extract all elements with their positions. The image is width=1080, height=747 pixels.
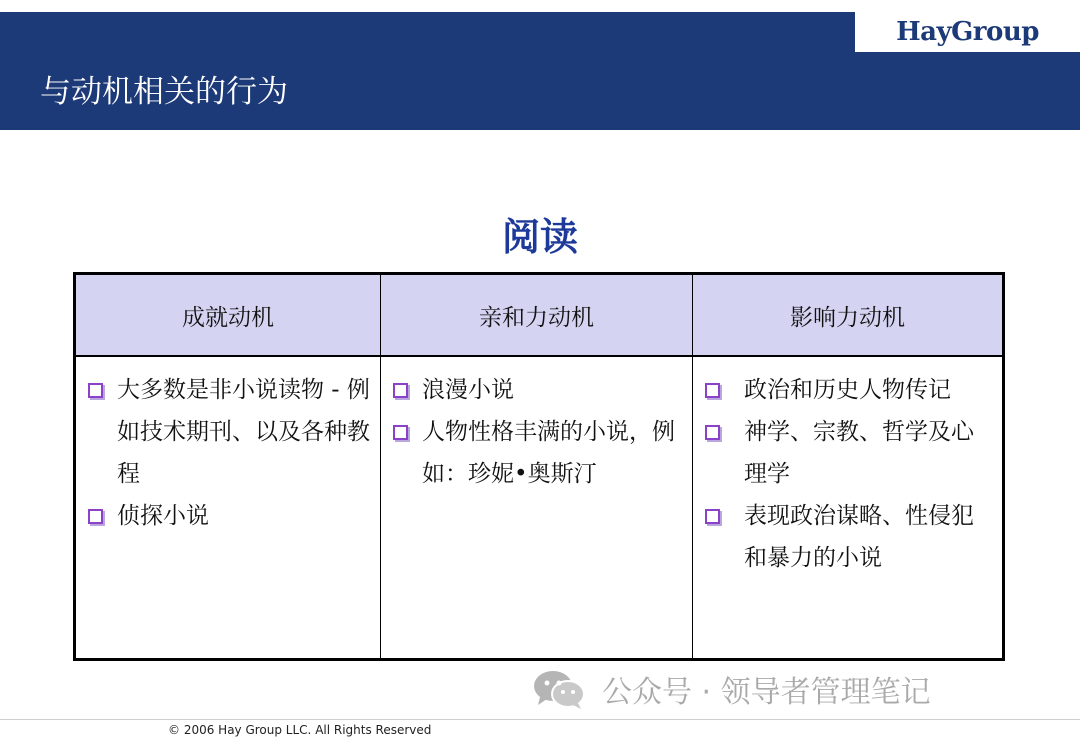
checkbox-square-icon	[393, 425, 408, 440]
list-item	[703, 495, 992, 579]
logo	[855, 12, 1080, 52]
list-item-text: 表现政治谋略、性侵犯和暴力的小说	[744, 503, 974, 571]
list-item-text: 政治和历史人物传记	[744, 377, 951, 403]
column-header-achievement: 成就动机	[75, 274, 381, 357]
slide-title: 与动机相关的行为	[40, 74, 288, 110]
list-item	[391, 369, 682, 411]
checkbox-square-icon	[705, 425, 720, 440]
list-item-text: 浪漫小说	[422, 377, 514, 403]
list-item-text: 侦探小说	[117, 503, 209, 529]
bullet-list	[86, 369, 370, 537]
column-header-affiliation: 亲和力动机	[381, 274, 693, 357]
checkbox-square-icon	[705, 509, 720, 524]
column-cell-affiliation	[381, 356, 693, 660]
copyright-notice: © 2006 Hay Group LLC. All Rights Reserved	[168, 723, 432, 737]
list-item	[703, 411, 992, 495]
section-heading: 阅读	[501, 215, 578, 259]
list-item	[86, 369, 370, 495]
list-item-text: 神学、宗教、哲学及心理学	[744, 419, 974, 487]
motive-table	[73, 272, 1005, 661]
checkbox-square-icon	[88, 383, 103, 398]
list-item	[703, 369, 992, 411]
wechat-icon	[530, 667, 588, 711]
list-item	[86, 495, 370, 537]
watermark	[530, 664, 931, 714]
watermark-text: 公众号 · 领导者管理笔记	[602, 675, 931, 710]
column-cell-achievement	[75, 356, 381, 660]
checkbox-square-icon	[88, 509, 103, 524]
footer-divider	[0, 719, 1080, 720]
table-header-row	[75, 274, 1004, 357]
checkbox-square-icon	[393, 383, 408, 398]
list-item	[391, 411, 682, 495]
logo-text: HayGroup	[896, 17, 1039, 47]
column-cell-influence	[693, 356, 1004, 660]
list-item-text: 人物性格丰满的小说，例如：珍妮•奥斯汀	[422, 419, 675, 487]
column-header-influence: 影响力动机	[693, 274, 1004, 357]
table-body-row	[75, 356, 1004, 660]
checkbox-square-icon	[705, 383, 720, 398]
bullet-list	[703, 369, 992, 579]
bullet-list	[391, 369, 682, 495]
list-item-text: 大多数是非小说读物 - 例如技术期刊、以及各种教程	[117, 377, 370, 487]
